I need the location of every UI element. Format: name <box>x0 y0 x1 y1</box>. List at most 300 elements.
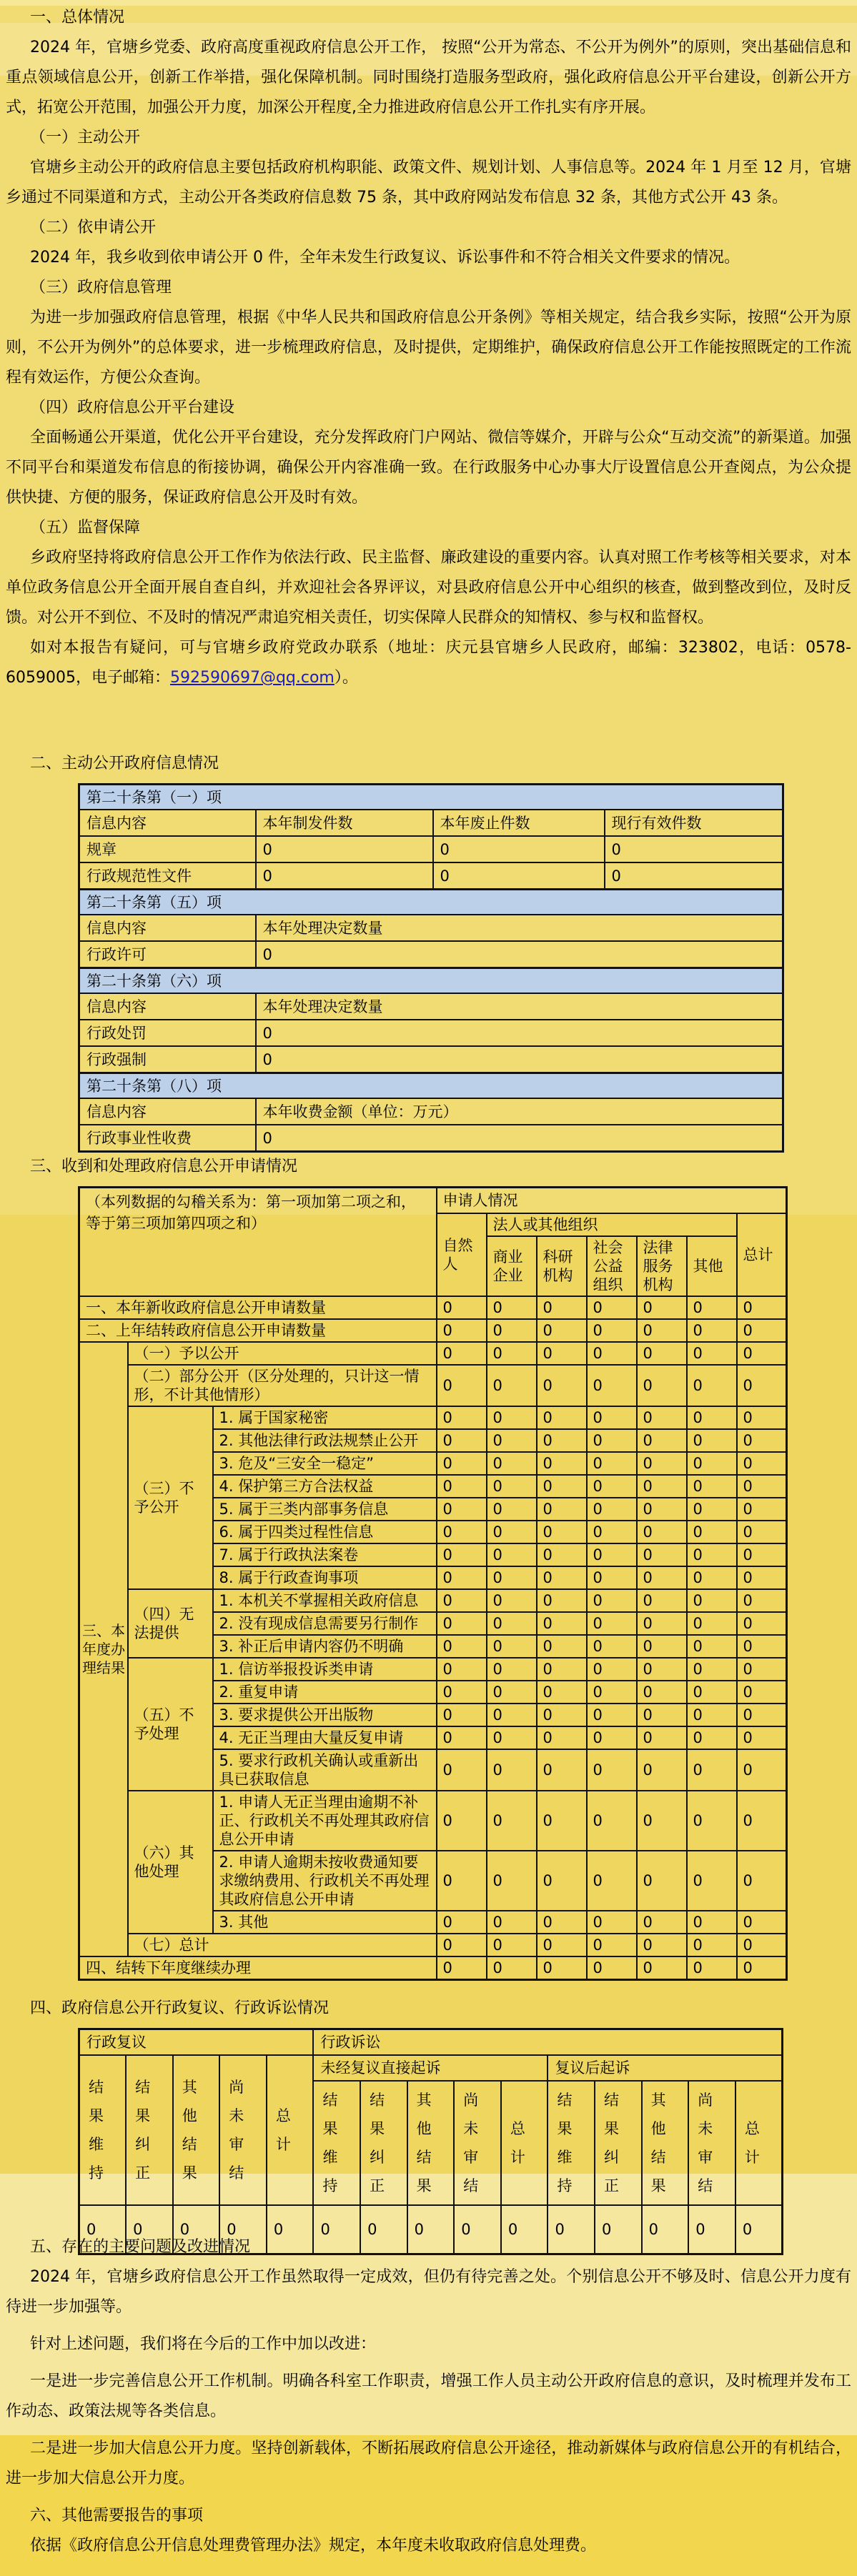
paragraph: 针对上述问题，我们将在今后的工作中加以改进： <box>30 2335 377 2353</box>
col-header-review: 行政复议 <box>79 2029 314 2056</box>
cell: 0 <box>407 2205 455 2254</box>
row-label: 行政事业性收费 <box>79 1125 256 1152</box>
cell: 0 <box>537 1956 587 1980</box>
cell: 0 <box>587 1956 637 1980</box>
cell: 0 <box>487 1475 537 1498</box>
cell: 0 <box>737 1704 787 1726</box>
cell: 0 <box>256 1125 783 1152</box>
cell: 0 <box>437 1319 487 1342</box>
table-row <box>79 2055 783 2081</box>
cell: 0 <box>587 1681 637 1704</box>
cell: 0 <box>537 1452 587 1475</box>
row-label: 3. 要求提供公开出版物 <box>213 1704 437 1726</box>
cell: 0 <box>487 1956 537 1980</box>
heading-platform-construction: （四）政府信息公开平台建设 <box>30 399 235 417</box>
section-problems-and-other <box>0 2232 857 2568</box>
row-label: 1. 本机关不掌握相关政府信息 <box>213 1589 437 1612</box>
cell: 0 <box>587 1911 637 1934</box>
col-header: 信息内容 <box>79 993 256 1020</box>
cell: 0 <box>737 1365 787 1406</box>
cell: 0 <box>437 1429 487 1452</box>
col-header-label: 尚未审结 <box>698 2092 713 2194</box>
note-line: 等于第三项加第四项之和） <box>86 1215 266 1232</box>
cell: 0 <box>537 1543 587 1566</box>
cell: 0 <box>437 1365 487 1406</box>
cell: 0 <box>737 1589 787 1612</box>
cell: 0 <box>487 1749 537 1791</box>
heading-problems: 五、存在的主要问题及改进情况 <box>30 2238 251 2256</box>
cell: 0 <box>256 1020 783 1046</box>
requests-table <box>78 1186 788 1981</box>
cell: 0 <box>537 1612 587 1635</box>
cell: 0 <box>737 1612 787 1635</box>
cell: 0 <box>437 1521 487 1543</box>
col-header-label: 结果维持 <box>89 2079 104 2182</box>
cell: 0 <box>548 2205 595 2254</box>
cell: 0 <box>737 1681 787 1704</box>
cell: 0 <box>637 1749 687 1791</box>
col-header-label: 其他结果 <box>416 2092 432 2194</box>
table-row <box>79 1658 787 1681</box>
cell: 0 <box>687 1365 737 1406</box>
row-group-label-denied: （三）不予公开 <box>128 1406 213 1589</box>
cell: 0 <box>587 1566 637 1589</box>
heading-proactive-table: 二、主动公开政府信息情况 <box>30 755 219 772</box>
cell: 0 <box>256 941 783 968</box>
cell: 0 <box>537 1851 587 1911</box>
cell: 0 <box>437 1296 487 1319</box>
cell: 0 <box>637 1934 687 1956</box>
cell: 0 <box>637 1635 687 1658</box>
cell: 0 <box>537 1911 587 1934</box>
heading-proactive-disclosure: （一）主动公开 <box>30 129 141 146</box>
cell: 0 <box>267 2205 314 2254</box>
col-header-label: 结果纠正 <box>135 2079 151 2182</box>
email-link[interactable]: 592590697@qq.com <box>169 669 335 687</box>
cell: 0 <box>487 1612 537 1635</box>
article-band: 第二十条第（五）项 <box>79 890 783 915</box>
row-label: 8. 属于行政查询事项 <box>213 1566 437 1589</box>
contact-text: ）。 <box>334 669 358 687</box>
col-header <box>595 2081 642 2205</box>
cell: 0 <box>737 1452 787 1475</box>
col-header: 信息内容 <box>79 810 256 836</box>
cell: 0 <box>737 1521 787 1543</box>
col-header: 本年处理决定数量 <box>256 915 783 941</box>
cell: 0 <box>637 1319 687 1342</box>
article-band: 第二十条第（八）项 <box>79 1073 783 1099</box>
cell: 0 <box>737 1296 787 1319</box>
cell: 0 <box>437 1452 487 1475</box>
cell: 0 <box>437 1475 487 1498</box>
cell: 0 <box>737 1956 787 1980</box>
cell: 0 <box>537 1589 587 1612</box>
cell: 0 <box>587 1612 637 1635</box>
row-label: 3. 危及“三安全一稳定” <box>213 1452 437 1475</box>
row-group-label-results: 三、本年度办理结果 <box>79 1342 128 1956</box>
cell: 0 <box>537 1749 587 1791</box>
col-header: 本年废止件数 <box>433 810 605 836</box>
cell: 0 <box>437 1934 487 1956</box>
table-row <box>79 862 783 890</box>
row-label: 3. 补正后申请内容仍不明确 <box>213 1635 437 1658</box>
col-header-natural-person: 自然人 <box>437 1213 487 1296</box>
cell: 0 <box>437 1658 487 1681</box>
paragraph: 二是进一步加大信息公开力度。坚持创新载体，不断拓展政府信息公开途径，推动新媒体与政府信息公开的有机结合，进一步加大信息公开力度。 <box>6 2440 851 2487</box>
cell: 0 <box>687 1704 737 1726</box>
cell: 0 <box>487 1566 537 1589</box>
col-header-total: 总计 <box>737 1213 787 1296</box>
table-row <box>79 1188 787 1214</box>
cell: 0 <box>637 1704 687 1726</box>
table-note-cell <box>79 1188 437 1297</box>
cell: 0 <box>687 1296 737 1319</box>
cell: 0 <box>595 2205 642 2254</box>
cell: 0 <box>687 1749 737 1791</box>
row-label: （一）予以公开 <box>128 1342 437 1365</box>
cell: 0 <box>605 836 783 862</box>
cell: 0 <box>79 2205 127 2254</box>
paragraph: 2024 年，官塘乡政府信息公开工作虽然取得一定成效，但仍有待完善之处。个别信息公开不够及时、信息公开力度有待进一步加强等。 <box>6 2268 851 2316</box>
cell: 0 <box>737 1543 787 1566</box>
cell: 0 <box>687 1911 737 1934</box>
cell: 0 <box>537 1704 587 1726</box>
cell: 0 <box>637 1658 687 1681</box>
cell: 0 <box>487 1406 537 1429</box>
cell: 0 <box>637 1342 687 1365</box>
note-line: （本列数据的勾稽关系为：第一项加第二项之和， <box>86 1193 416 1210</box>
col-header: 本年收费金额（单位：万元） <box>256 1098 783 1125</box>
paragraph-contact <box>6 633 851 693</box>
cell: 0 <box>687 1521 737 1543</box>
cell: 0 <box>587 1365 637 1406</box>
table-row <box>79 1125 783 1152</box>
col-header: 本年制发件数 <box>256 810 433 836</box>
cell: 0 <box>737 1658 787 1681</box>
cell: 0 <box>587 1342 637 1365</box>
cell: 0 <box>688 2205 735 2254</box>
col-header: 其他 <box>687 1236 737 1296</box>
row-label: 4. 保护第三方合法权益 <box>213 1475 437 1498</box>
cell: 0 <box>126 2205 173 2254</box>
cell: 0 <box>637 1956 687 1980</box>
table-row <box>79 2029 783 2056</box>
cell: 0 <box>637 1566 687 1589</box>
cell: 0 <box>487 1911 537 1934</box>
cell: 0 <box>737 1429 787 1452</box>
cell: 0 <box>737 1749 787 1791</box>
cell: 0 <box>537 1475 587 1498</box>
paragraph: 为进一步加强政府信息管理，根据《中华人民共和国政府信息公开条例》等相关规定，结合我乡实际，按照“公开为原则，不公开为例外”的总体要求，进一步梳理政府信息，及时提供，定期维护，确保政府信息公开工作能按照既定的工作流程有效运作，方便公众查询。 <box>6 309 851 387</box>
cell: 0 <box>587 1429 637 1452</box>
cell: 0 <box>587 1475 637 1498</box>
col-header-label: 结果维持 <box>557 2092 573 2194</box>
cell: 0 <box>687 1319 737 1342</box>
col-header: 现行有效件数 <box>605 810 783 836</box>
row-label: 3. 其他 <box>213 1911 437 1934</box>
row-group-label-not-processed: （五）不予处理 <box>128 1658 213 1791</box>
cell: 0 <box>687 1543 737 1566</box>
row-label: 行政处罚 <box>79 1020 256 1046</box>
cell: 0 <box>687 1681 737 1704</box>
cell: 0 <box>687 1658 737 1681</box>
cell: 0 <box>437 1589 487 1612</box>
col-header-legal-entities: 法人或其他组织 <box>487 1213 737 1236</box>
cell: 0 <box>487 1791 537 1851</box>
cell: 0 <box>637 1851 687 1911</box>
cell: 0 <box>637 1452 687 1475</box>
cell: 0 <box>256 1046 783 1073</box>
row-label: 规章 <box>79 836 256 862</box>
cell: 0 <box>587 1498 637 1521</box>
row-label: 1. 属于国家秘密 <box>213 1406 437 1429</box>
cell: 0 <box>587 1635 637 1658</box>
col-header <box>454 2081 501 2205</box>
table-row <box>79 1342 787 1365</box>
paragraph: 依据《政府信息公开信息处理费管理办法》规定，本年度未收取政府信息处理费。 <box>30 2537 597 2555</box>
section-proactive-table <box>0 749 857 1153</box>
cell: 0 <box>487 1452 537 1475</box>
cell: 0 <box>487 1319 537 1342</box>
col-header <box>173 2055 220 2205</box>
row-label: 5. 属于三类内部事务信息 <box>213 1498 437 1521</box>
row-label: 2. 没有现成信息需要另行制作 <box>213 1612 437 1635</box>
cell: 0 <box>687 1934 737 1956</box>
col-header <box>407 2081 455 2205</box>
col-header-label: 结果纠正 <box>604 2092 620 2194</box>
col-header-direct-suit: 未经复议直接起诉 <box>313 2055 548 2081</box>
cell: 0 <box>687 1726 737 1749</box>
cell: 0 <box>501 2205 548 2254</box>
cell: 0 <box>735 2205 783 2254</box>
cell: 0 <box>637 1475 687 1498</box>
row-label: 4. 无正当理由大量反复申请 <box>213 1726 437 1749</box>
cell: 0 <box>437 1791 487 1851</box>
paragraph: 一是进一步完善信息公开工作机制。明确各科室工作职责，增强工作人员主动公开政府信息的意识，及时梳理并发布工作动态、政策法规等各类信息。 <box>6 2372 851 2420</box>
table-row <box>79 968 783 994</box>
col-header <box>313 2081 360 2205</box>
proactive-disclosure-table <box>78 783 784 1153</box>
cell: 0 <box>687 1429 737 1452</box>
col-header-label: 结果纠正 <box>370 2092 385 2194</box>
cell: 0 <box>437 1956 487 1980</box>
cell: 0 <box>737 1851 787 1911</box>
cell: 0 <box>687 1406 737 1429</box>
col-header <box>360 2081 407 2205</box>
cell: 0 <box>637 1543 687 1566</box>
cell: 0 <box>437 1851 487 1911</box>
col-header-after-review-suit: 复议后起诉 <box>548 2055 782 2081</box>
cell: 0 <box>737 1635 787 1658</box>
cell: 0 <box>437 1543 487 1566</box>
col-header <box>548 2081 595 2205</box>
cell: 0 <box>687 1452 737 1475</box>
col-header: 本年处理决定数量 <box>256 993 783 1020</box>
row-label: 2. 其他法律行政法规禁止公开 <box>213 1429 437 1452</box>
table-row <box>79 1319 787 1342</box>
cell: 0 <box>637 1429 687 1452</box>
cell: 0 <box>256 836 433 862</box>
cell: 0 <box>587 1851 637 1911</box>
cell: 0 <box>687 1612 737 1635</box>
table-row <box>79 1791 787 1851</box>
cell: 0 <box>587 1791 637 1851</box>
col-header <box>79 2055 127 2205</box>
cell: 0 <box>537 1934 587 1956</box>
cell: 0 <box>587 1452 637 1475</box>
cell: 0 <box>537 1296 587 1319</box>
table-row <box>79 1956 787 1980</box>
paragraph: 乡政府坚持将政府信息公开工作作为依法行政、民主监督、廉政建设的重要内容。认真对照工作考核等相关要求，对本单位政务信息公开全面开展自查自纠，并欢迎社会各界评议，对县政府信息公开中心组织的核查，做到整改到位，及时反馈。对公开不到位、不及时的情况严肃追究相关责任，切实保障人民群众的知情权、参与权和监督权。 <box>6 549 851 627</box>
cell: 0 <box>587 1934 637 1956</box>
cell: 0 <box>737 1566 787 1589</box>
col-header-label: 总计 <box>275 2107 291 2153</box>
paragraph: 2024 年，我乡收到依申请公开 0 件，全年未发生行政复议、诉讼事件和不符合相关文件要求的情况。 <box>30 249 740 267</box>
cell: 0 <box>737 1406 787 1429</box>
table-row <box>79 1589 787 1612</box>
paragraph: 全面畅通公开渠道，优化公开平台建设，充分发挥政府门户网站、微信等媒介，开辟与公众“互动交流”的新渠道。加强不同平台和渠道发布信息的衔接协调，确保公开内容准确一致。在行政服务中心办事大厅设置信息公开查阅点，为公众提供快捷、方便的服务，保证政府信息公开及时有效。 <box>6 429 851 507</box>
paragraph: 2024 年，官塘乡党委、政府高度重视政府信息公开工作， 按照“公开为常态、不公开为例外”的原则，突出基础信息和重点领域信息公开，创新工作举措，强化保障机制。同时围绕打造服务型政府，强化政府信息公开平台建设，创新公开方式，拓宽公开范围，加强公开力度，加深公开程度,全力推进政府信息公开工作扎实有序开展。 <box>6 39 851 116</box>
row-label: 1. 申请人无正当理由逾期不补正、行政机关不再处理其政府信息公开申请 <box>213 1791 437 1851</box>
cell: 0 <box>487 1704 537 1726</box>
cell: 0 <box>454 2205 501 2254</box>
row-label: 二、上年结转政府信息公开申请数量 <box>79 1319 437 1342</box>
cell: 0 <box>737 1791 787 1851</box>
table-row <box>79 810 783 836</box>
cell: 0 <box>687 1851 737 1911</box>
heading-on-request-disclosure: （二）依申请公开 <box>30 219 157 237</box>
article-band: 第二十条第（六）项 <box>79 968 783 994</box>
cell: 0 <box>537 1406 587 1429</box>
row-label: 7. 属于行政执法案卷 <box>213 1543 437 1566</box>
col-header-label: 其他结果 <box>650 2092 666 2194</box>
heading-other-matters: 六、其他需要报告的事项 <box>30 2507 204 2525</box>
cell: 0 <box>687 1498 737 1521</box>
review-litigation-table <box>78 2028 783 2255</box>
table-row <box>79 993 783 1020</box>
cell: 0 <box>737 1319 787 1342</box>
cell: 0 <box>437 1704 487 1726</box>
cell: 0 <box>587 1543 637 1566</box>
col-header-label: 尚未审结 <box>229 2079 244 2182</box>
section-overview <box>0 3 857 693</box>
col-header: 信息内容 <box>79 915 256 941</box>
col-header-applicant: 申请人情况 <box>437 1188 787 1214</box>
cell: 0 <box>437 1342 487 1365</box>
col-header <box>501 2081 548 2205</box>
heading-supervision: （五）监督保障 <box>30 519 141 537</box>
article-band: 第二十条第（一）项 <box>79 785 783 810</box>
cell: 0 <box>687 1956 737 1980</box>
cell: 0 <box>687 1475 737 1498</box>
row-label: 行政强制 <box>79 1046 256 1073</box>
col-header <box>267 2055 314 2205</box>
cell: 0 <box>637 1612 687 1635</box>
row-label: 行政规范性文件 <box>79 862 256 890</box>
cell: 0 <box>537 1726 587 1749</box>
cell: 0 <box>587 1521 637 1543</box>
cell: 0 <box>537 1429 587 1452</box>
cell: 0 <box>737 1475 787 1498</box>
table-row <box>79 915 783 941</box>
cell: 0 <box>637 1365 687 1406</box>
row-label: 2. 重复申请 <box>213 1681 437 1704</box>
cell: 0 <box>642 2205 689 2254</box>
cell: 0 <box>437 1749 487 1791</box>
cell: 0 <box>537 1498 587 1521</box>
cell: 0 <box>487 1365 537 1406</box>
row-label: （七）总计 <box>128 1934 437 1956</box>
row-label: 行政许可 <box>79 941 256 968</box>
cell: 0 <box>433 862 605 890</box>
cell: 0 <box>587 1296 637 1319</box>
cell: 0 <box>537 1319 587 1342</box>
col-header-label: 其他结果 <box>182 2079 197 2182</box>
heading-requests-table: 三、收到和处理政府信息公开申请情况 <box>30 1158 298 1175</box>
row-group-label-other: （六）其他处理 <box>128 1791 213 1934</box>
table-row <box>79 1934 787 1956</box>
cell: 0 <box>637 1791 687 1851</box>
cell: 0 <box>587 1726 637 1749</box>
cell: 0 <box>537 1791 587 1851</box>
table-row <box>79 1073 783 1099</box>
table-row <box>79 1406 787 1429</box>
cell: 0 <box>256 862 433 890</box>
row-group-label-unable: （四）无法提供 <box>128 1589 213 1658</box>
cell: 0 <box>487 1543 537 1566</box>
col-header: 科研机构 <box>537 1236 587 1296</box>
row-label: （二）部分公开（区分处理的，只计这一情形，不计其他情形） <box>128 1365 437 1406</box>
table-row <box>79 785 783 810</box>
cell: 0 <box>537 1342 587 1365</box>
cell: 0 <box>737 1342 787 1365</box>
row-label: 1. 信访举报投诉类申请 <box>213 1658 437 1681</box>
cell: 0 <box>737 1498 787 1521</box>
col-header: 商业企业 <box>487 1236 537 1296</box>
cell: 0 <box>173 2205 220 2254</box>
cell: 0 <box>537 1566 587 1589</box>
cell: 0 <box>737 1911 787 1934</box>
cell: 0 <box>587 1658 637 1681</box>
cell: 0 <box>219 2205 267 2254</box>
cell: 0 <box>437 1726 487 1749</box>
cell: 0 <box>587 1319 637 1342</box>
cell: 0 <box>537 1521 587 1543</box>
cell: 0 <box>487 1635 537 1658</box>
table-row <box>79 1098 783 1125</box>
cell: 0 <box>437 1681 487 1704</box>
table-row <box>79 1046 783 1073</box>
col-header-label: 总计 <box>744 2120 760 2166</box>
cell: 0 <box>637 1406 687 1429</box>
cell: 0 <box>687 1635 737 1658</box>
section-review-litigation <box>0 1994 857 2255</box>
cell: 0 <box>437 1406 487 1429</box>
row-label: 2. 申请人逾期未按收费通知要求缴纳费用、行政机关不再处理其政府信息公开申请 <box>213 1851 437 1911</box>
cell: 0 <box>637 1521 687 1543</box>
col-header-litigation: 行政诉讼 <box>313 2029 782 2056</box>
col-header <box>688 2081 735 2205</box>
section-requests-table <box>0 1152 857 1981</box>
cell: 0 <box>637 1498 687 1521</box>
table-row <box>79 1020 783 1046</box>
cell: 0 <box>687 1566 737 1589</box>
heading-review-litigation: 四、政府信息公开行政复议、行政诉讼情况 <box>30 1999 330 2017</box>
table-row <box>79 836 783 862</box>
cell: 0 <box>537 1365 587 1406</box>
cell: 0 <box>637 1726 687 1749</box>
row-label: 一、本年新收政府信息公开申请数量 <box>79 1296 437 1319</box>
